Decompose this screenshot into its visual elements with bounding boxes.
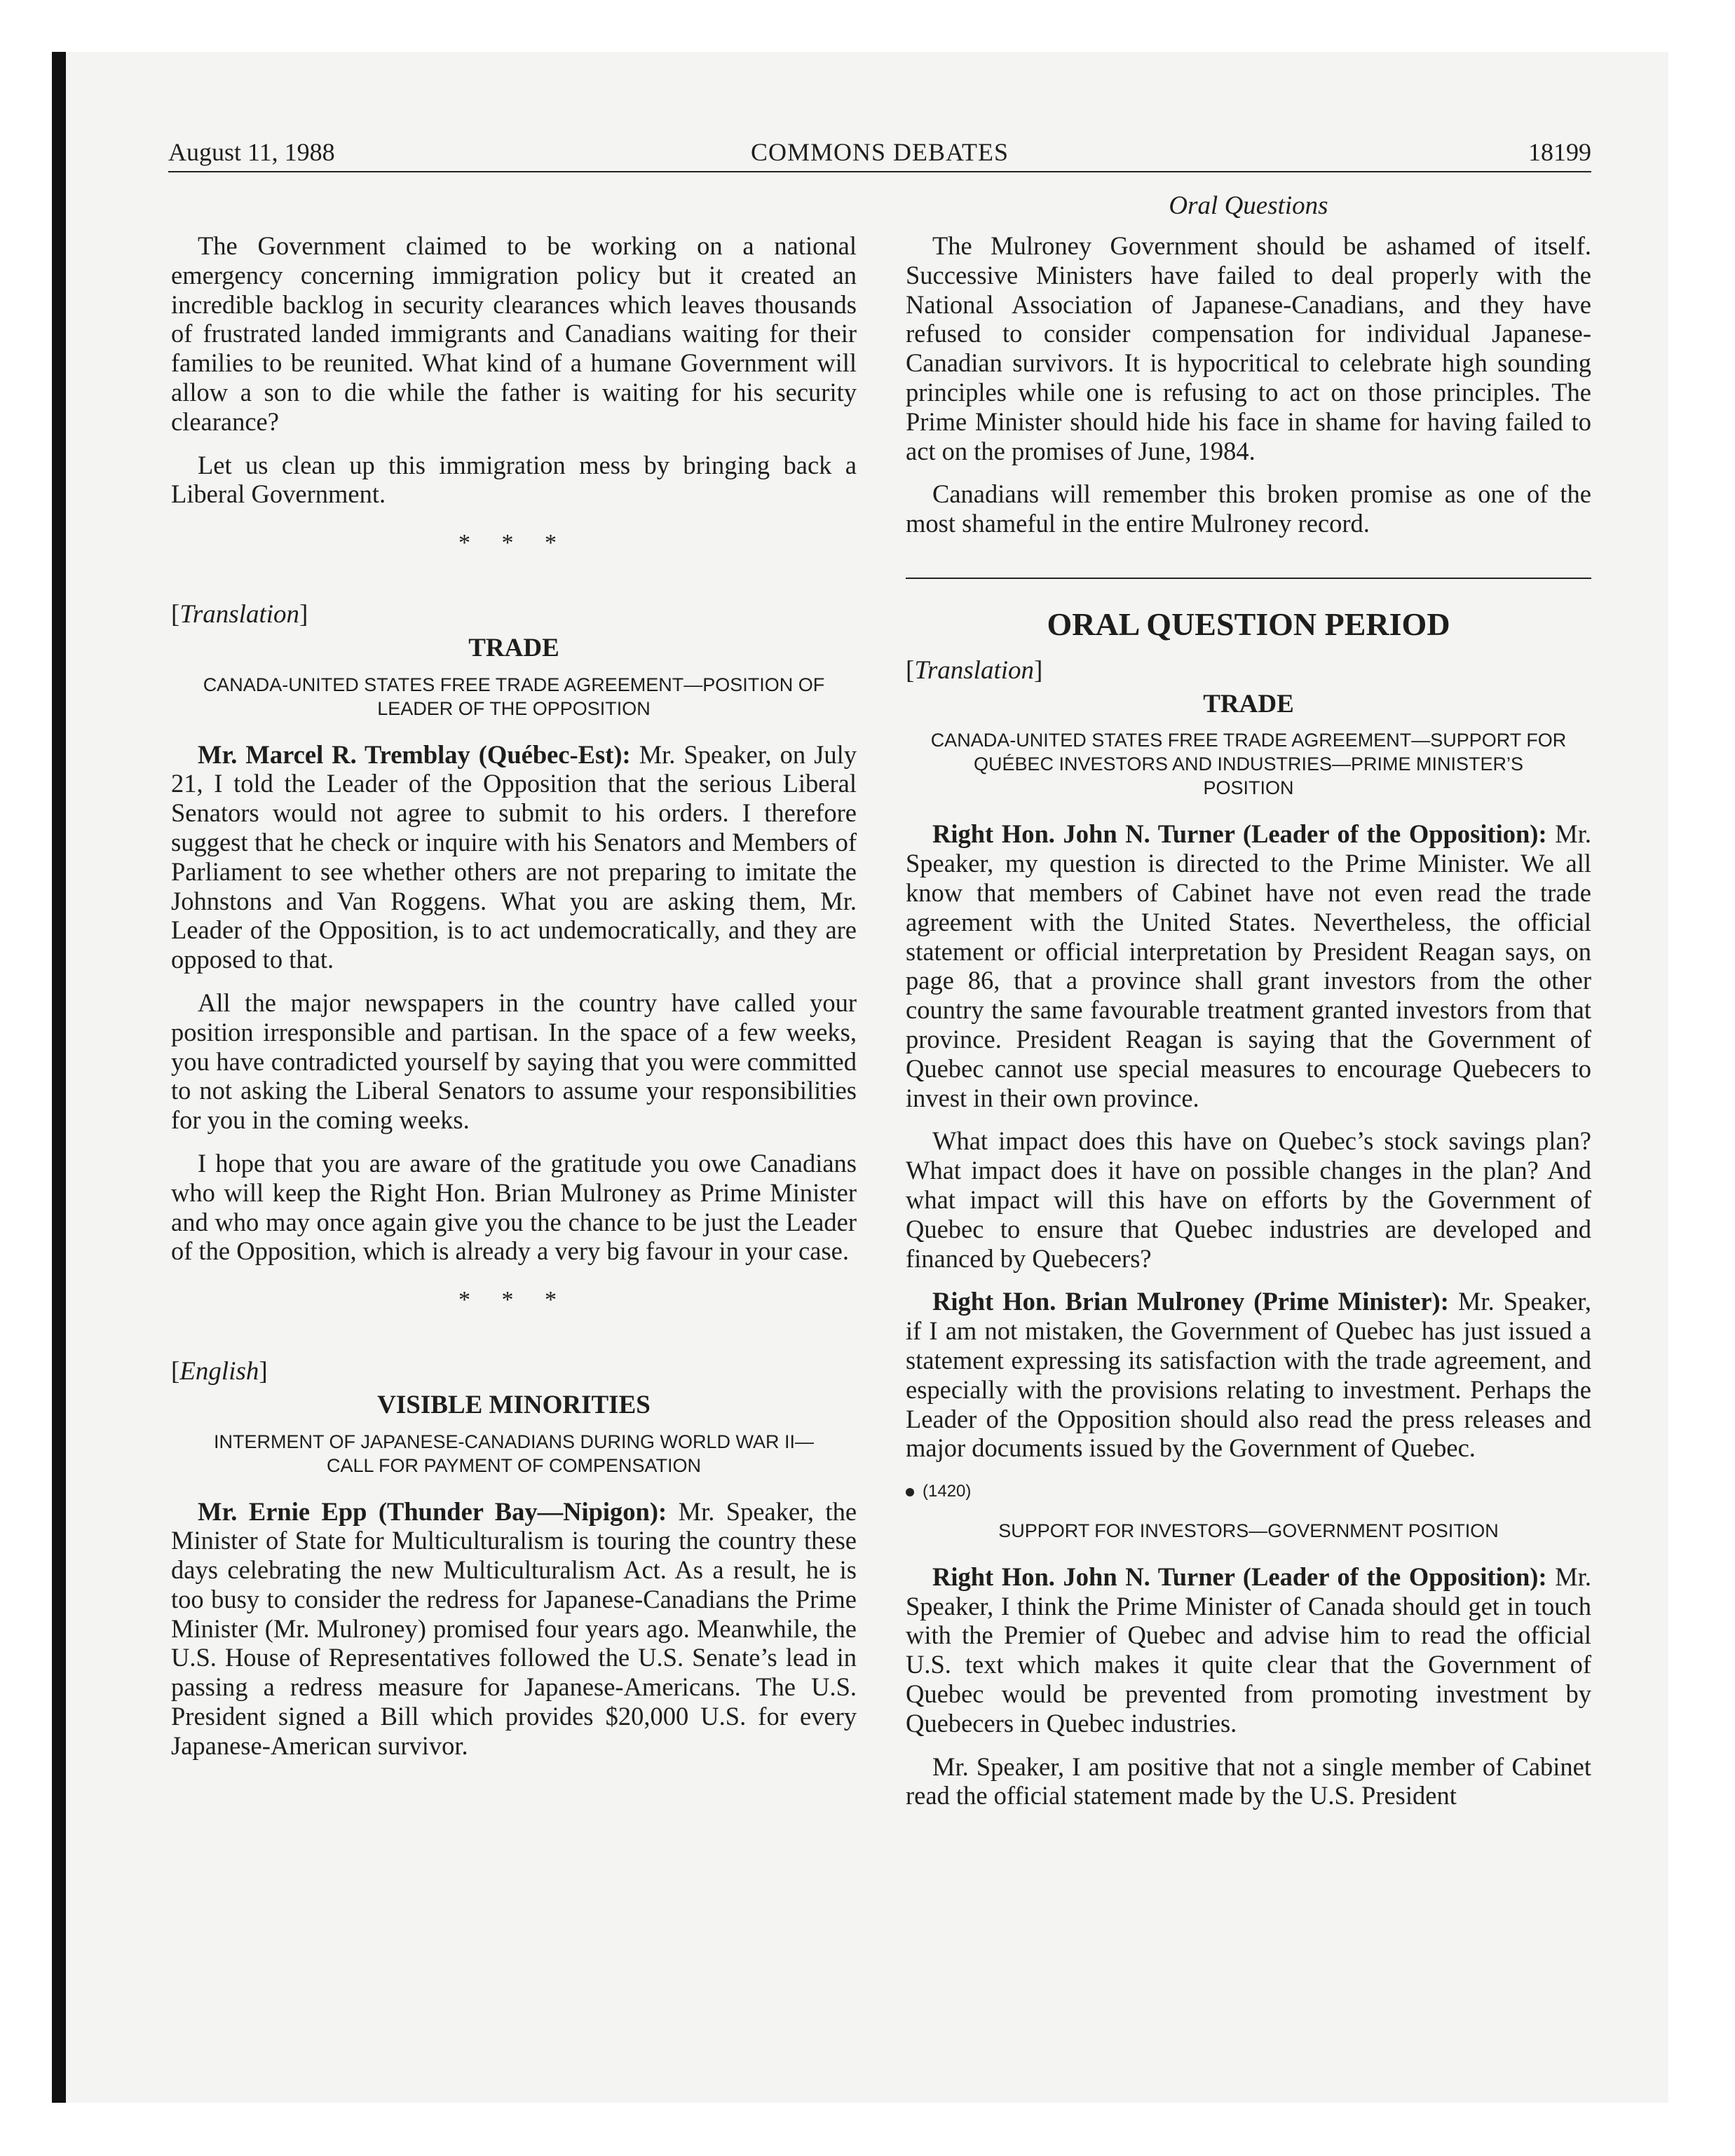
- speaker-name: Right Hon. John N. Turner (Leader of the Opposition):: [932, 1562, 1547, 1591]
- trade-heading: TRADE: [468, 633, 559, 662]
- translation-tag: [Translation]: [171, 599, 308, 629]
- section-separator-stars: * * *: [458, 530, 569, 557]
- speech-paragraph: Mr. Marcel R. Tremblay (Québec-Est): Mr. Speaker, on July 21, I told the Leader of the Opposition that the serious Liberal Senators would not agree to submit to his orders. I therefore suggest that he check or inquire with his Senators and Members of Parliament to see whether others are not preparing to imitate the Johnstons and Van Roggens. What you are asking them, Mr. Leader of the Opposition, is to act undemocratically, and they are opposed to that.: [171, 739, 857, 974]
- paragraph: The Government claimed to be working on a national emergency concerning immigration policy but it created an incredible backlog in security clearances which leaves thousands of frustrated landed immigrants and Canadians waiting for their families to be reunited. What kind of a humane Government will allow a son to die while the father is waiting for his security clearance?: [171, 231, 857, 436]
- paragraph: I hope that you are aware of the gratitude you owe Canadians who will keep the Right Hon. Brian Mulroney as Prime Minister and who may once again give you the chance to be just the Leader of the Opposition, which is already a very big favour in your case.: [171, 1148, 857, 1266]
- paragraph: Let us clean up this immigration mess by bringing back a Liberal Government.: [171, 450, 857, 509]
- header-page-number: 18199: [1528, 138, 1591, 166]
- speech-paragraph: Right Hon. John N. Turner (Leader of the Opposition): Mr. Speaker, I think the Prime Minister of Canada should get in touch with the Premier of Quebec and advise him to read the official U.S. text which makes it quite clear that the Government of Quebec would be prevented from promoting investment by Quebecers in Quebec industries.: [906, 1562, 1591, 1738]
- trade-heading: TRADE: [1203, 689, 1294, 718]
- section-separator-stars: * * *: [458, 1287, 569, 1314]
- header-rule: [168, 171, 1591, 172]
- bullet-icon: [906, 1488, 914, 1496]
- scan-edge-bar: [52, 52, 66, 2103]
- section-label: Oral Questions: [1169, 191, 1328, 220]
- speaker-name: Mr. Ernie Epp (Thunder Bay—Nipigon):: [198, 1496, 667, 1526]
- speaker-name: Right Hon. Brian Mulroney (Prime Minister):: [932, 1287, 1449, 1316]
- english-tag: [English]: [171, 1356, 268, 1386]
- page-header: [168, 137, 1591, 171]
- paragraph: What impact does this have on Quebec’s stock savings plan? What impact does it have on possible changes in the plan? And what impact will this have on efforts by the Government of Quebec to ensure that Quebec industries are developed and financed by Quebecers?: [906, 1126, 1591, 1273]
- trade-subheading: CANADA-UNITED STATES FREE TRADE AGREEMENT—SUPPORT FOR QUÉBEC INVESTORS AND INDUSTRIES—PRIME MINISTER’S POSITION: [930, 730, 1567, 799]
- header-publication: COMMONS DEBATES: [750, 138, 1009, 166]
- left-column: [171, 231, 857, 1775]
- speech-paragraph: Right Hon. Brian Mulroney (Prime Minister): Mr. Speaker, if I am not mistaken, the Government of Quebec has just issued a statement expressing its satisfaction with the trade agreement, and especially with the provisions relating to investment. Perhaps the Leader of the Opposition should also read the press releases and major documents issued by the Government of Quebec.: [906, 1287, 1591, 1463]
- speaker-name: Mr. Marcel R. Tremblay (Québec-Est):: [198, 739, 631, 769]
- translation-tag: [Translation]: [906, 655, 1043, 685]
- trade-subheading: CANADA-UNITED STATES FREE TRADE AGREEMENT—POSITION OF LEADER OF THE OPPOSITION: [203, 674, 825, 719]
- speaker-name: Right Hon. John N. Turner (Leader of the Opposition):: [932, 819, 1547, 849]
- paragraph: The Mulroney Government should be ashamed of itself. Successive Ministers have failed to deal properly with the National Association of Japanese-Canadians, and they have refused to consider compensation for individual Japanese-Canadian survivors. It is hypocritical to celebrate high sounding principles while one is refusing to act on those principles. The Prime Minister should hide his face in shame for having failed to act on the promises of June, 1984.: [906, 231, 1591, 465]
- minorities-heading: VISIBLE MINORITIES: [377, 1390, 651, 1419]
- minorities-subheading: INTERMENT OF JAPANESE-CANADIANS DURING WORLD WAR II—CALL FOR PAYMENT OF COMPENSATION: [213, 1431, 815, 1476]
- paragraph: Canadians will remember this broken promise as one of the most shameful in the entire Mulroney record.: [906, 479, 1591, 538]
- speech-paragraph: Mr. Ernie Epp (Thunder Bay—Nipigon): Mr. Speaker, the Minister of State for Multiculturalism is touring the country these days celebrating the new Multiculturalism Act. As a result, he is too busy to consider the redress for Japanese-Canadians the Prime Minister (Mr. Mulroney) promised four years ago. Meanwhile, the U.S. House of Representatives followed the U.S. Senate’s lead in passing a redress measure for Japanese-Americans. The U.S. President signed a Bill which provides $20,000 U.S. for every Japanese-American survivor.: [171, 1496, 857, 1760]
- support-subheading: SUPPORT FOR INVESTORS—GOVERNMENT POSITION: [998, 1520, 1499, 1541]
- paragraph: Mr. Speaker, I am positive that not a single member of Cabinet read the official statement made by the U.S. President: [906, 1752, 1591, 1810]
- section-rule: [906, 578, 1591, 579]
- header-date: August 11, 1988: [168, 138, 335, 166]
- right-column: [906, 231, 1591, 1824]
- speech-paragraph: Right Hon. John N. Turner (Leader of the Opposition): Mr. Speaker, my question is directed to the Prime Minister. We all know that members of Cabinet have not even read the trade agreement with the United States. Nevertheless, the official statement or official interpretation by President Reagan says, on page 86, that a province shall grant investors from the other country the same favourable treatment granted investors from that province. President Reagan is saying that the Government of Quebec cannot use special measures to encourage Quebecers to invest in their own province.: [906, 819, 1591, 1112]
- timestamp: (1420): [906, 1477, 1591, 1506]
- oral-question-period-title: ORAL QUESTION PERIOD: [1047, 606, 1450, 642]
- paragraph: All the major newspapers in the country have called your position irresponsible and partisan. In the space of a few weeks, you have contradicted yourself by saying that you were committed to not asking the Liberal Senators to assume your responsibilities for you in the coming weeks.: [171, 988, 857, 1135]
